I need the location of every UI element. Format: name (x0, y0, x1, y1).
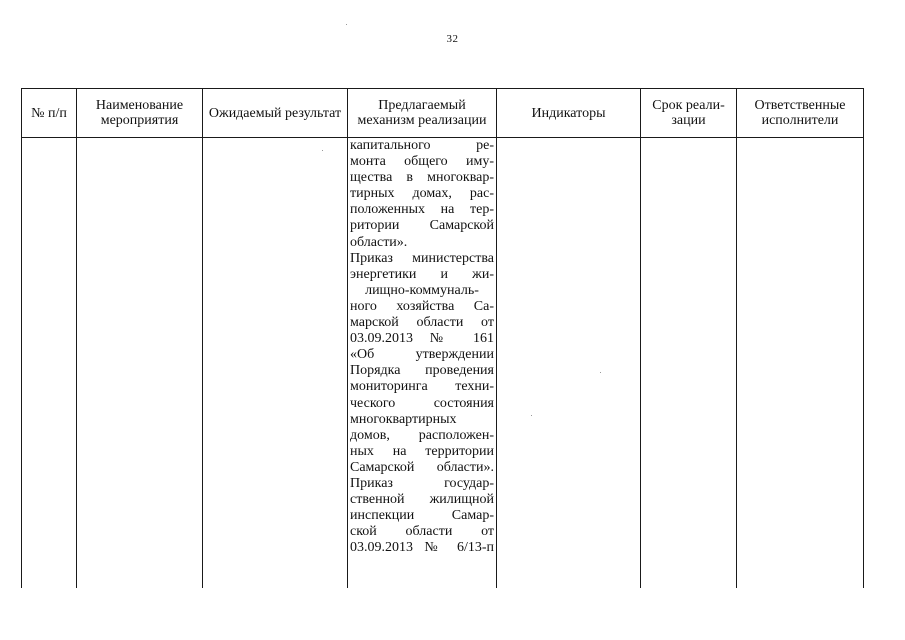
plan-table-container (21, 88, 863, 588)
mechanism-text-line: области». (350, 234, 408, 250)
mechanism-text-line: ритории Самарской (350, 218, 494, 234)
mechanism-text-line: энергетики и жи- (350, 266, 494, 282)
mechanism-text-line: ных на территории (350, 443, 494, 459)
scan-speck (531, 415, 532, 416)
mechanism-text-line: ственной жилищной (350, 492, 494, 508)
mechanism-text-line: многоквартирных (350, 411, 457, 427)
cell-number (22, 138, 77, 588)
mechanism-text-line: щества в многоквар- (350, 170, 494, 186)
mechanism-text-line: ного хозяйства Са- (350, 298, 494, 314)
header-deadline: Срок реали-зации (641, 89, 737, 138)
mechanism-text-line: ческого состояния (350, 395, 494, 411)
mechanism-text-line: положенных на тер- (350, 202, 494, 218)
mechanism-text-line: «Об утверждении (350, 347, 494, 363)
mechanism-text-line: Приказ министерства (350, 250, 494, 266)
plan-table (21, 88, 864, 588)
mechanism-text-line: тирных домах, рас- (350, 186, 494, 202)
mechanism-text-line: лищно-коммуналь- (365, 282, 479, 298)
mechanism-text-line: домов, расположен- (350, 427, 494, 443)
scan-speck (346, 24, 347, 25)
header-responsible: Ответственные исполнители (737, 89, 864, 138)
mechanism-text-line: 03.09.2013 № 161 (350, 331, 494, 347)
cell-expected-result (203, 138, 348, 588)
mechanism-text-line: монта общего иму- (350, 154, 494, 170)
table-header-row (22, 89, 864, 138)
cell-indicators (497, 138, 641, 588)
header-indicators: Индикаторы (497, 89, 641, 138)
mechanism-text-line: марской области от (350, 315, 494, 331)
header-activity-name: Наименование мероприятия (77, 89, 203, 138)
mechanism-text-line: Приказ государ- (350, 475, 494, 491)
cell-mechanism (348, 138, 497, 588)
mechanism-text-line: мониторинга техни- (350, 379, 494, 395)
mechanism-text-line: инспекции Самар- (350, 508, 494, 524)
mechanism-text-line: Самарской области». (350, 459, 494, 475)
mechanism-text-line: 03.09.2013 № 6/13-п (350, 540, 494, 556)
mechanism-text-line: ской области от (350, 524, 494, 540)
header-mechanism: Предлагаемый механизм реализации (348, 89, 497, 138)
header-expected-result: Ожидаемый результат (203, 89, 348, 138)
scan-speck (322, 150, 323, 151)
mechanism-text-line: капитального ре- (350, 138, 494, 153)
table-row (22, 138, 864, 588)
page-number: 32 (446, 33, 459, 45)
mechanism-text-line: Порядка проведения (350, 363, 494, 379)
cell-activity-name (77, 138, 203, 588)
scan-speck (600, 372, 601, 373)
cell-responsible (737, 138, 864, 588)
cell-deadline (641, 138, 737, 588)
header-number: № п/п (22, 89, 77, 138)
